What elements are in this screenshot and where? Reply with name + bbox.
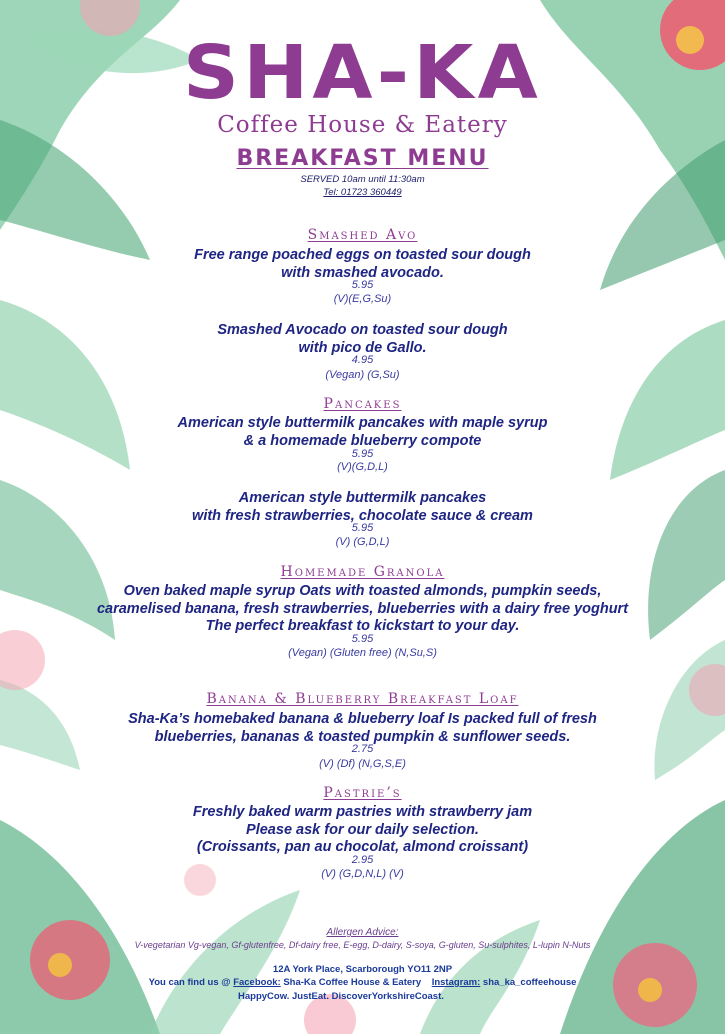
item-line: Smashed Avocado on toasted sour dough bbox=[217, 322, 508, 338]
instagram-link[interactable]: sha_ka_coffeehouse bbox=[482, 977, 577, 988]
item-line: with fresh strawberries, chocolate sauce & cream bbox=[192, 507, 533, 524]
logo-text: SHA-KA bbox=[183, 30, 542, 116]
allergen-title: Allergen Advice: bbox=[326, 927, 399, 938]
section-title-banana-loaf: Banana & Blueberry Breakfast Loaf bbox=[206, 691, 519, 707]
instagram-label: Instagram: bbox=[431, 977, 481, 988]
facebook-link[interactable]: Sha-Ka Coffee House & Eatery bbox=[283, 977, 422, 988]
item-line: Oven baked maple syrup Oats with toasted almonds, pumpkin seeds, bbox=[123, 583, 602, 599]
item-allergens: (Vegan) (G,Su) bbox=[325, 369, 400, 381]
section-title-granola: Homemade Granola bbox=[280, 564, 445, 580]
item-line: with pico de Gallo. bbox=[298, 339, 427, 356]
item-line: (Croissants, pan au chocolat, almond croissant) bbox=[196, 839, 529, 855]
subtitle: Coffee House & Eatery bbox=[217, 112, 508, 138]
item-line: American style buttermilk pancakes bbox=[238, 490, 487, 506]
item-price: 4.95 bbox=[351, 354, 374, 366]
item-description bbox=[60, 583, 665, 636]
item-line: with smashed avocado. bbox=[281, 264, 444, 281]
item-line: Free range poached eggs on toasted sour dough bbox=[194, 247, 531, 263]
item-price: 2.95 bbox=[351, 854, 374, 866]
address: 12A York Place, Scarborough YO11 2NP bbox=[272, 964, 453, 975]
item-allergens: (V) (G,D,N,L) (V) bbox=[321, 868, 404, 880]
facebook-label: Facebook: bbox=[233, 977, 281, 988]
item-allergens: (V) (G,D,L) bbox=[335, 536, 390, 548]
item-line: Sha-Ka’s homebaked banana & blueberry loaf Is packed full of fresh bbox=[128, 711, 597, 727]
item-allergens: (V)(E,G,Su) bbox=[333, 293, 392, 305]
find-us-text: You can find us @ bbox=[148, 977, 231, 988]
item-line: & a homemade blueberry compote bbox=[243, 432, 482, 449]
section-title-pastries: Pastrie’s bbox=[323, 785, 402, 801]
item-description bbox=[60, 415, 665, 450]
item-description bbox=[60, 247, 665, 282]
item-line: The perfect breakfast to kickstart to your day. bbox=[205, 618, 520, 634]
item-line: Freshly baked warm pastries with strawberry jam bbox=[192, 804, 533, 820]
item-price: 5.95 bbox=[351, 448, 374, 460]
other-listings: HappyCow. JustEat. DiscoverYorkshireCoast. bbox=[238, 991, 444, 1002]
section-title-pancakes: Pancakes bbox=[323, 396, 402, 412]
item-allergens: (V) (Df) (N,G,S,E) bbox=[319, 758, 406, 770]
item-line: American style buttermilk pancakes with maple syrup bbox=[177, 415, 548, 431]
item-price: 2.75 bbox=[351, 743, 374, 755]
allergen-text: V-vegetarian Vg-vegan, Gf-glutenfree, Df-dairy free, E-egg, D-dairy, S-soya, G-gluten, Su-sulphites, L-lupin N-Nuts bbox=[134, 940, 591, 950]
menu-title: BREAKFAST MENU bbox=[236, 146, 489, 171]
item-price: 5.95 bbox=[351, 633, 374, 645]
item-allergens: (V)(G,D,L) bbox=[337, 461, 388, 473]
served-hours: SERVED 10am until 11:30am bbox=[300, 174, 425, 185]
item-line: Please ask for our daily selection. bbox=[246, 821, 479, 838]
item-description bbox=[60, 711, 665, 746]
item-line: blueberries, bananas & toasted pumpkin & sunflower seeds. bbox=[154, 728, 571, 745]
item-allergens: (Vegan) (Gluten free) (N,Su,S) bbox=[288, 647, 437, 659]
telephone: Tel: 01723 360449 bbox=[323, 187, 402, 198]
item-price: 5.95 bbox=[351, 279, 374, 291]
social-line bbox=[0, 977, 725, 988]
item-price: 5.95 bbox=[351, 522, 374, 534]
section-title-smashed-avo: Smashed Avo bbox=[307, 227, 418, 243]
item-description bbox=[60, 804, 665, 857]
item-line: caramelised banana, fresh strawberries, blueberries with a dairy free yoghurt bbox=[96, 600, 629, 617]
item-description bbox=[60, 490, 665, 525]
item-description bbox=[60, 322, 665, 357]
